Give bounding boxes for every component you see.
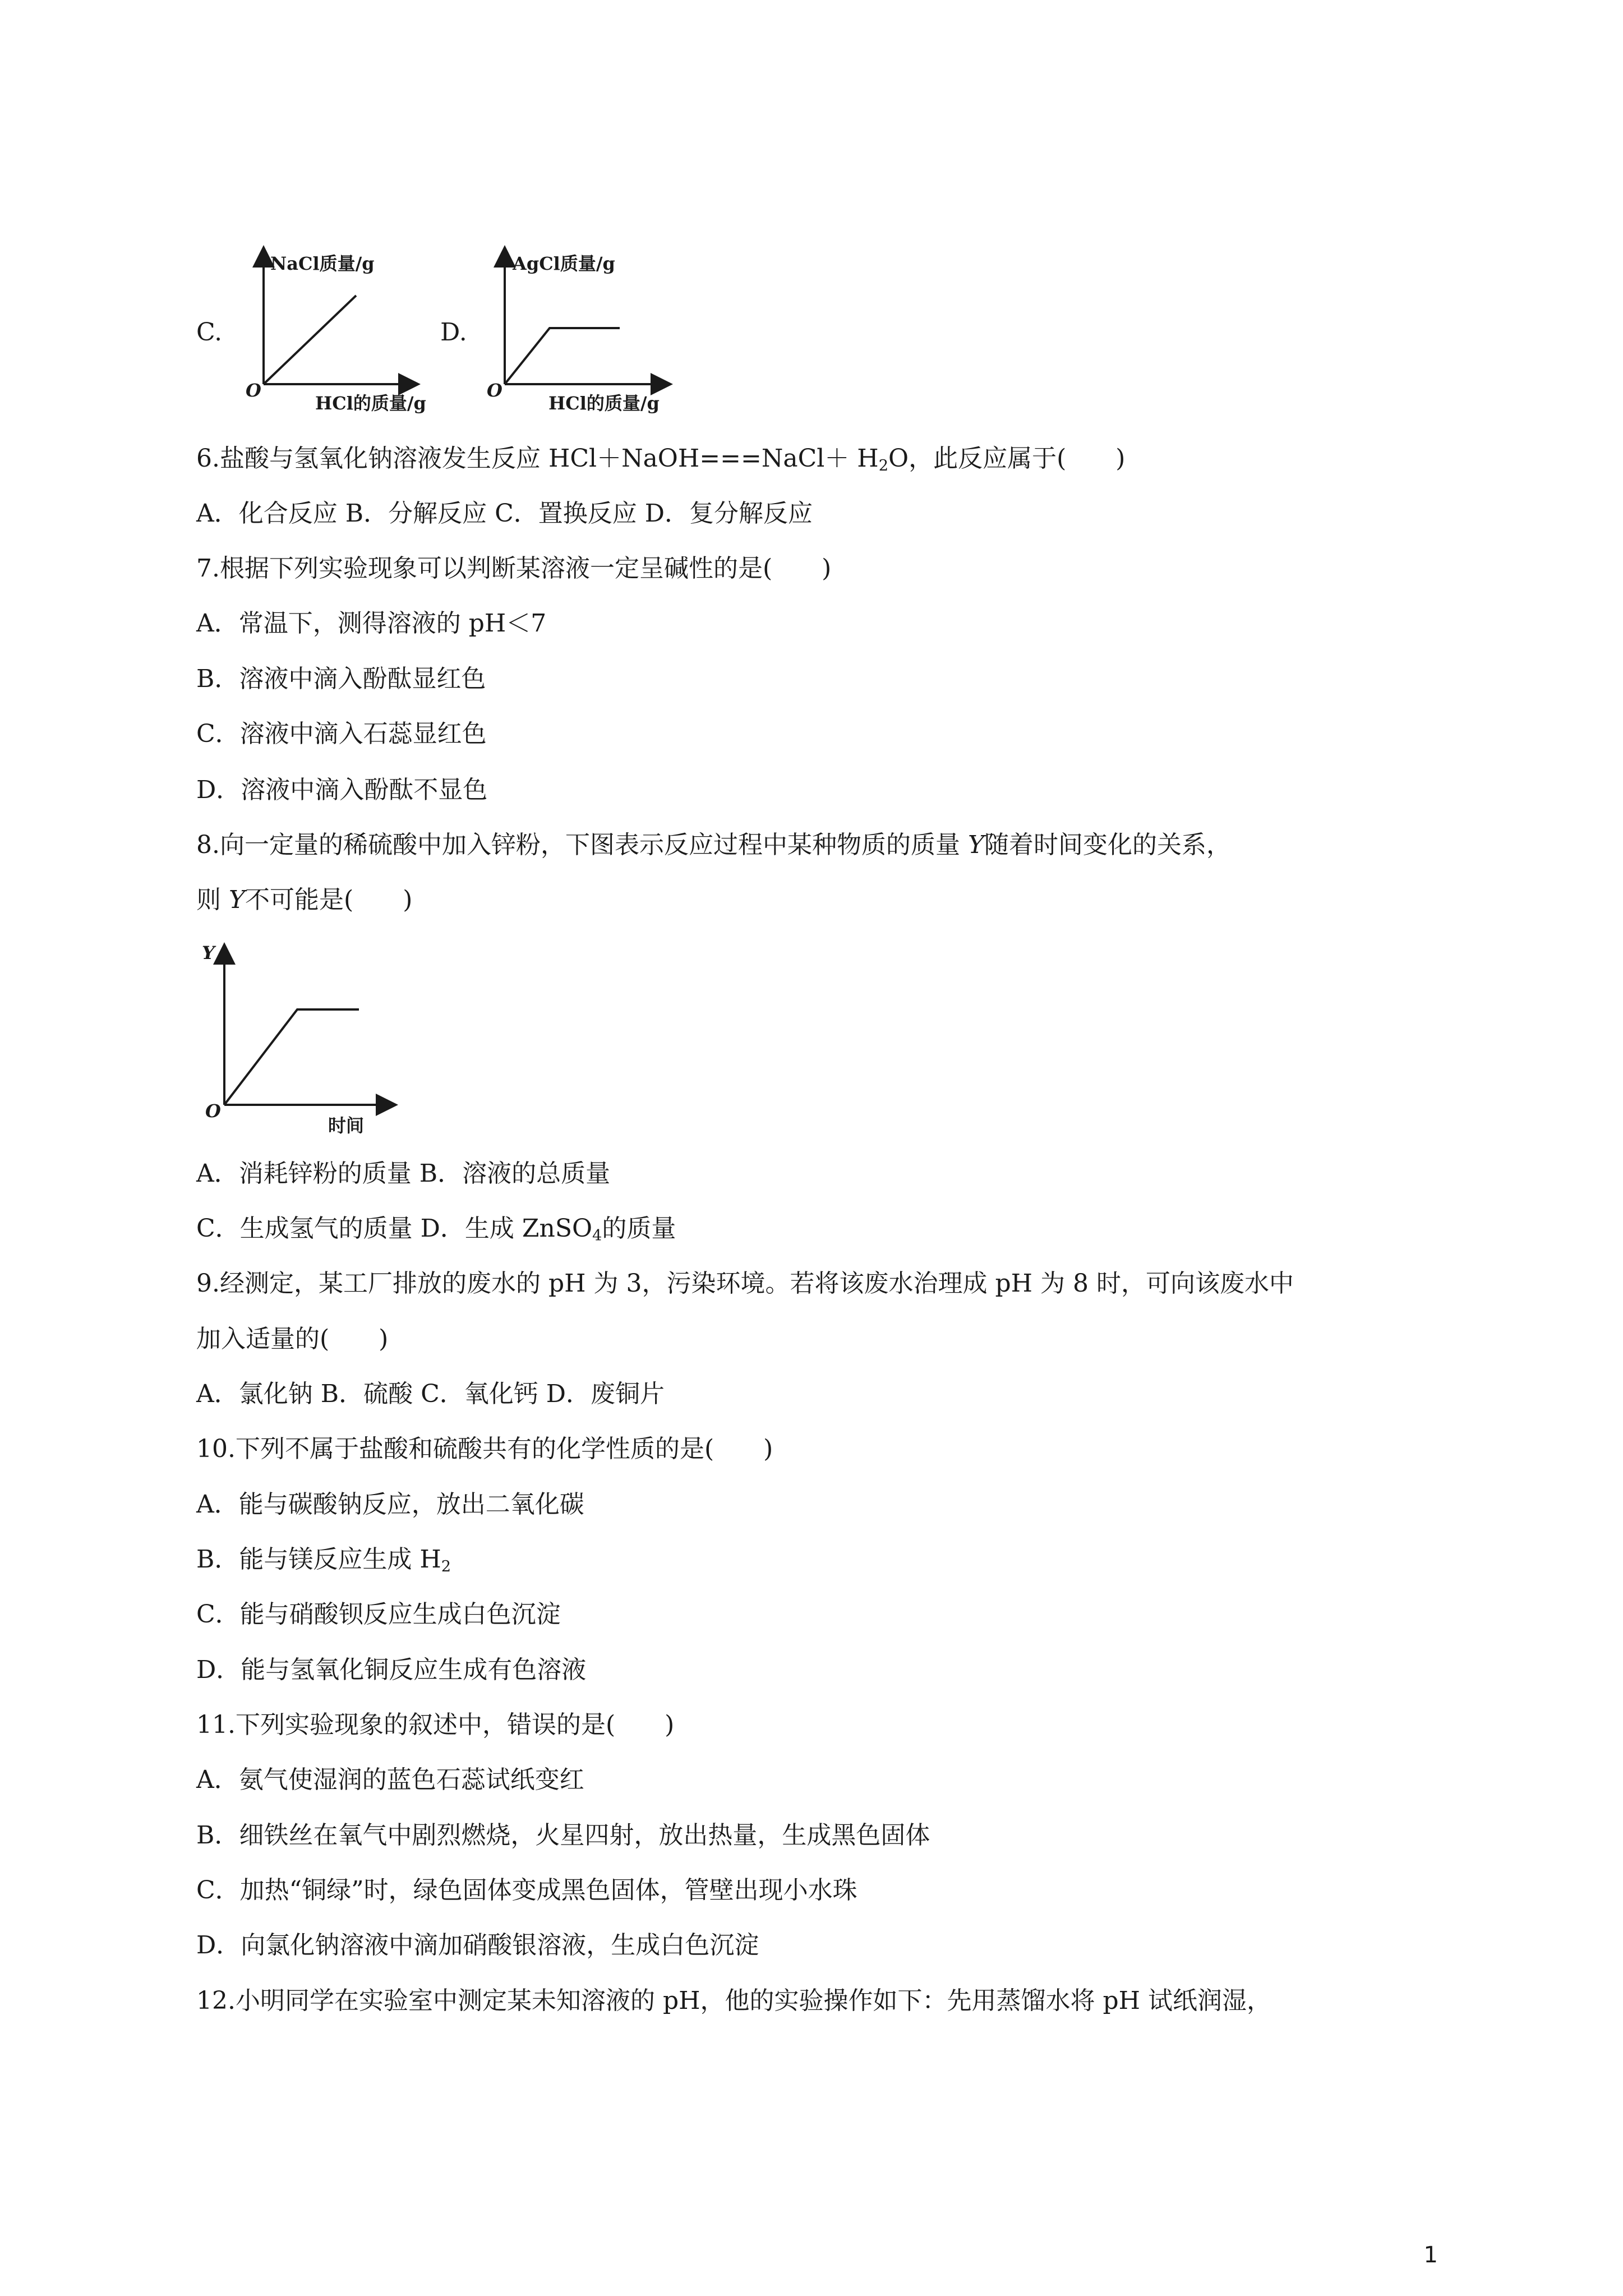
q8-stem-line2: 则 Y不可能是( ) (196, 886, 413, 914)
origin-label: O (487, 380, 502, 401)
option-d-label: D. (440, 318, 467, 347)
q7-option-a: A．常温下，测得溶液的 pH＜7 (196, 609, 547, 638)
data-line (264, 296, 356, 384)
origin-label: O (205, 1100, 221, 1122)
chart-y-svg (196, 942, 409, 1138)
q10-option-c: C．能与硝酸钡反应生成白色沉淀 (196, 1600, 561, 1629)
origin-label: O (246, 380, 261, 401)
q8-options-line1: A．消耗锌粉的质量 B．溶液的总质量 (196, 1159, 611, 1188)
q11-option-b: B．细铁丝在氧气中剧烈燃烧，火星四射，放出热量，生成黑色固体 (196, 1821, 930, 1850)
q7-option-d: D．溶液中滴入酚酞不显色 (196, 776, 488, 804)
chart-agcl-svg (477, 250, 712, 418)
q7-stem: 7.根据下列实验现象可以判断某溶液一定呈碱性的是( ) (196, 554, 832, 583)
q9-options: A．氯化钠 B．硫酸 C．氧化钙 D．废铜片 (196, 1380, 665, 1408)
y-axis-label: NaCl质量/g (270, 253, 375, 274)
q6-stem: 6.盐酸与氢氧化钠溶液发生反应 HCl＋NaOH===NaCl＋ $H_2O$，此反应属于( ) (196, 444, 1126, 474)
chart-agcl-vs-hcl (477, 250, 712, 418)
q10-option-a: A．能与碳酸钠反应，放出二氧化碳 (196, 1490, 584, 1519)
q12-stem: 12.小明同学在实验室中测定某未知溶液的 pH，他的实验操作如下：先用蒸馏水将 pH 试纸润湿， (196, 1986, 1272, 2015)
chart-nacl-vs-hcl (236, 250, 471, 418)
q9-stem-line1: 9.经测定，某工厂排放的废水的 pH 为 3，污染环境。若将该废水治理成 pH 为 8 时，可向该废水中 (196, 1269, 1294, 1298)
q11-option-c: C．加热“铜绿”时，绿色固体变成黑色固体，管壁出现小水珠 (196, 1876, 857, 1905)
q9-stem-line2: 加入适量的( ) (196, 1325, 389, 1353)
q6-options: A．化合反应 B．分解反应 C．置换反应 D．复分解反应 (196, 499, 813, 528)
q11-stem: 11.下列实验现象的叙述中，错误的是( ) (196, 1711, 675, 1739)
q7-option-c: C．溶液中滴入石蕊显红色 (196, 720, 487, 748)
q7-option-b: B．溶液中滴入酚酞显红色 (196, 665, 486, 693)
q10-option-b: B．能与镁反应生成 $H_2$ (196, 1545, 451, 1575)
chart-nacl-svg (236, 250, 471, 418)
q8-options-line2: C．生成氢气的质量 D．生成 ZnSO$_4$的质量 (196, 1214, 676, 1244)
q11-option-a: A．氨气使湿润的蓝色石蕊试纸变红 (196, 1765, 584, 1794)
chart-y-vs-time (196, 942, 409, 1138)
q11-option-d: D．向氯化钠溶液中滴加硝酸银溶液，生成白色沉淀 (196, 1931, 759, 1960)
y-axis-label: Y (202, 942, 215, 963)
x-axis-label: HCl的质量/g (548, 393, 660, 414)
q8-stem-line1: 8.向一定量的稀硫酸中加入锌粉，下图表示反应过程中某种物质的质量 Y随着时间变化的关系， (196, 831, 1232, 859)
q10-option-d: D．能与氢氧化铜反应生成有色溶液 (196, 1656, 587, 1684)
option-c-label: C. (196, 318, 223, 347)
page-number: 1 (1423, 2242, 1438, 2268)
data-line (505, 328, 620, 384)
x-axis-label: HCl的质量/g (315, 393, 426, 414)
y-axis-label: AgCl质量/g (513, 253, 615, 274)
data-line (224, 1009, 359, 1105)
x-axis-label: 时间 (328, 1115, 365, 1136)
q10-stem: 10.下列不属于盐酸和硫酸共有的化学性质的是( ) (196, 1435, 773, 1463)
